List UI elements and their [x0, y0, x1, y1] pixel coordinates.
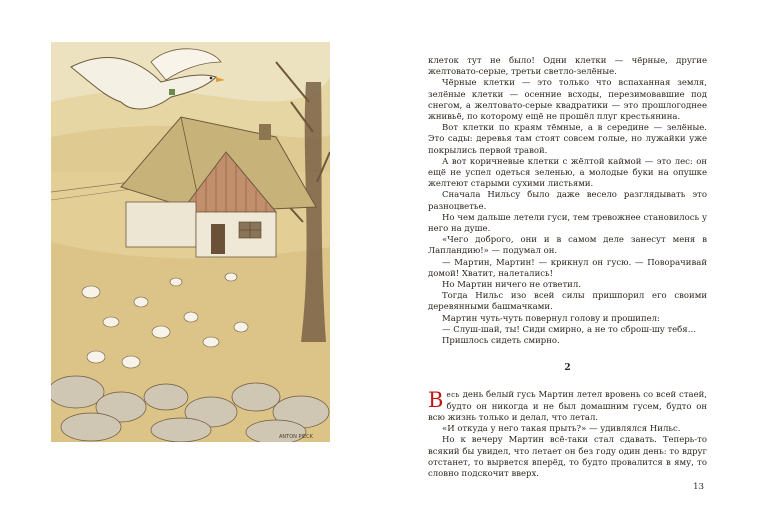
paragraph: Но Мартин ничего не ответил. [442, 280, 581, 291]
paragraph: клеток тут не было! Одни клетки — чёрные, другие желтовато-серые, третьи светло-зелёные. [428, 56, 707, 78]
paragraph: Мартин чуть-чуть повернул голову и прошипел: [442, 313, 660, 324]
door [211, 224, 225, 254]
paragraph: «Чего доброго, они и в самом деле занесут меня в Лапландию!» — подумал он. [428, 235, 707, 257]
paragraph: Сначала Нильсу было даже весело разглядывать это разноцветье. [428, 190, 707, 212]
nils-on-goose [169, 89, 175, 95]
paragraph: А вот коричневые клетки с жёлтой каймой — это лес: он ещё не успел одеться зеленью, а молодые буки на опушке желтеют старыми сухими листьями. [428, 156, 707, 190]
paragraph: Вот клетки по краям тёмные, а в середине — зелёные. Это сады: деревья там стоят совсем голые, но лужайки уже покрылись первой травой. [428, 123, 707, 156]
illustrator-signature: ANTON PIECK [279, 434, 313, 440]
paragraph: Чёрные клетки — это только что вспаханная земля, зелёные клетки — осенние всходы, перезимовавшие под снегом, а желтовато-серые квадратики — это прошлогоднее жнивьё, по которому ещё не прошёл плуг крестьянина. [428, 78, 707, 123]
paragraph: Тогда Нильс изо всей силы пришпорил его своими деревянными башмачками. [428, 291, 707, 313]
opening-text: день белый гусь Мартин летел вровень со всей стаей, будто он никогда и не был домашним гусем, будто он всю жизнь только и делал, что летал. [428, 390, 707, 423]
page-number: 13 [693, 482, 704, 492]
drop-cap: В [428, 388, 444, 413]
paragraph: — Мартин, Мартин! — крикнул он гусю. — Поворачивай домой! Хватит, налетались! [428, 257, 707, 279]
house-wall-left [126, 202, 196, 247]
paragraph: Но к вечеру Мартин всё-таки стал сдавать. Теперь-то всякий бы увидел, что летает он без году один день: то вдруг отстанет, то вырвется вперёд, то будто провалится в яму, то словно подскочит вверх. [428, 435, 707, 479]
chapter-number: 2 [564, 363, 571, 374]
paragraph: Пришлось сидеть смирно. [442, 336, 560, 347]
opening-smallcaps: есь [446, 391, 460, 400]
illustration-goose-over-farm [51, 42, 330, 442]
paragraph: Но чем дальше летели гуси, тем тревожнее становилось у него на душе. [428, 212, 707, 235]
chapter-opening-paragraph [428, 390, 707, 424]
paragraph: «И откуда у него такая прыть?» — удивлялся Нильс. [442, 424, 681, 435]
chimney [259, 124, 271, 140]
paragraph: — Слуш-шай, ты! Сиди смирно, а не то сброш-шу тебя… [442, 324, 697, 335]
house-wall-front [196, 212, 276, 257]
right-page [385, 0, 770, 530]
farm-illustration-drawing [51, 42, 330, 442]
book-text-column [428, 56, 707, 480]
